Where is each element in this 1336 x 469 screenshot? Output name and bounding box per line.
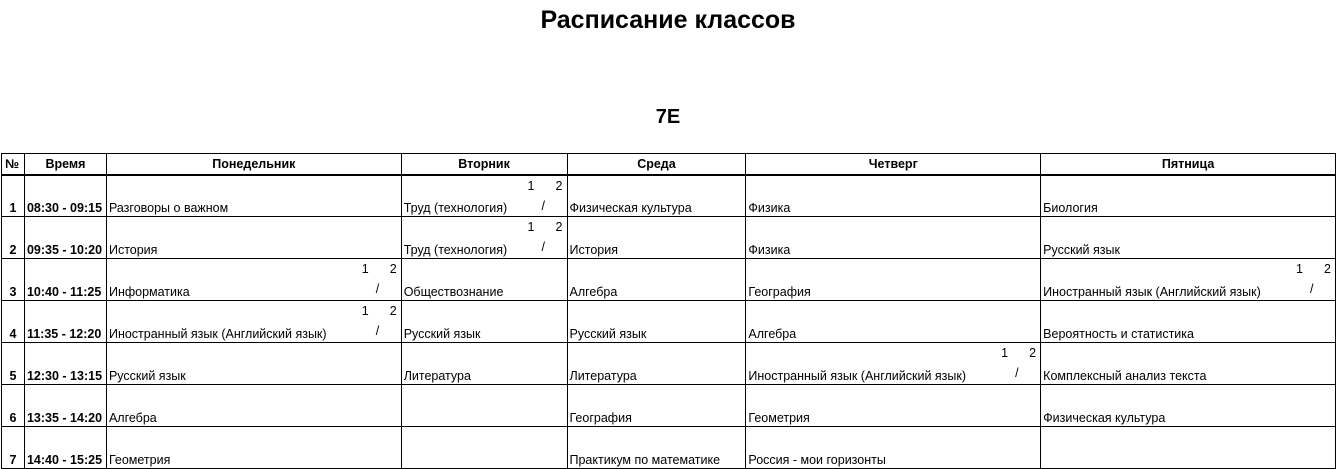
subgroup-2-label: 2: [389, 304, 397, 318]
subject-cell-friday: [1041, 175, 1336, 217]
subject-cell-wednesday: [567, 259, 746, 301]
subgroup-marker: [1293, 262, 1335, 298]
subject-name: Разговоры о важном: [108, 201, 229, 215]
subgroup-separator: /: [1310, 282, 1314, 296]
subgroup-separator: /: [1015, 366, 1019, 380]
subject-name: Геометрия: [108, 453, 171, 467]
header-tuesday: Вторник: [401, 154, 567, 175]
subject-cell-tuesday: [401, 427, 567, 469]
lesson-number: 7: [2, 427, 25, 469]
subgroup-marker: [998, 346, 1040, 382]
subject-cell-thursday: [746, 175, 1041, 217]
subject-name: Русский язык: [1043, 243, 1120, 257]
subject-cell-tuesday: [401, 301, 567, 343]
subject-name: Иностранный язык (Английский язык): [108, 327, 327, 341]
table-row: [2, 175, 1336, 217]
subject-name: Физика: [748, 201, 791, 215]
subject-name: География: [748, 285, 811, 299]
subgroup-1-label: 1: [1296, 262, 1303, 276]
subject-name: Информатика: [108, 285, 190, 299]
subject-cell-monday: [106, 385, 401, 427]
subgroup-1-label: 1: [527, 220, 535, 234]
subject-name: Алгебра: [748, 327, 797, 341]
subject-name: История: [108, 243, 158, 257]
subject-cell-thursday: [746, 343, 1041, 385]
lesson-time: 11:35 - 12:20: [24, 301, 106, 343]
table-row: [2, 259, 1336, 301]
schedule-table: [1, 153, 1336, 469]
lesson-time: 13:35 - 14:20: [24, 385, 106, 427]
subgroup-marker: [525, 220, 567, 256]
subject-name: Геометрия: [748, 411, 810, 425]
subject-name: Биология: [1043, 201, 1098, 215]
lesson-number: 2: [2, 217, 25, 259]
subject-cell-thursday: [746, 385, 1041, 427]
subject-cell-thursday: [746, 259, 1041, 301]
subgroup-marker: [359, 304, 401, 340]
table-row: [2, 385, 1336, 427]
lesson-time: 09:35 - 10:20: [24, 217, 106, 259]
subgroup-separator: /: [541, 198, 545, 213]
subject-cell-thursday: [746, 301, 1041, 343]
subgroup-2-label: 2: [1029, 346, 1037, 360]
subject-cell-friday: [1041, 385, 1336, 427]
header-monday: Понедельник: [106, 154, 401, 175]
lesson-time: 10:40 - 11:25: [24, 259, 106, 301]
subject-name: Труд (технология): [403, 243, 508, 257]
subgroup-separator: /: [375, 282, 380, 296]
subgroup-1-label: 1: [361, 262, 369, 276]
subject-cell-tuesday: [401, 343, 567, 385]
subject-name: Русский язык: [403, 327, 481, 341]
subject-name: Литература: [403, 369, 471, 383]
subject-name: Обществознание: [403, 285, 504, 299]
lesson-number: 5: [2, 343, 25, 385]
subject-cell-tuesday: [401, 217, 567, 259]
table-row: [2, 301, 1336, 343]
schedule-body: [2, 175, 1336, 469]
header-wednesday: Среда: [567, 154, 746, 175]
subject-cell-monday: [106, 427, 401, 469]
subject-name: Физика: [748, 243, 791, 257]
lesson-number: 6: [2, 385, 25, 427]
subgroup-separator: /: [375, 324, 380, 338]
header-number: №: [2, 154, 25, 175]
lesson-time: 08:30 - 09:15: [24, 175, 106, 217]
subject-name: География: [569, 411, 632, 425]
subject-name: Россия - мои горизонты: [748, 453, 886, 467]
page-title: Расписание классов: [540, 6, 796, 34]
subject-cell-wednesday: [567, 343, 746, 385]
lesson-time: 14:40 - 15:25: [24, 427, 106, 469]
subject-cell-monday: [106, 259, 401, 301]
subgroup-marker: [525, 179, 567, 215]
subject-name: Алгебра: [569, 285, 618, 299]
subject-name: Алгебра: [108, 411, 157, 425]
subject-cell-monday: [106, 301, 401, 343]
subject-cell-tuesday: [401, 175, 567, 217]
table-row: [2, 217, 1336, 259]
subgroup-marker: [359, 262, 401, 298]
lesson-number: 1: [2, 175, 25, 217]
lesson-number: 4: [2, 301, 25, 343]
subject-cell-friday: [1041, 217, 1336, 259]
subject-cell-wednesday: [567, 427, 746, 469]
subject-name: История: [569, 243, 618, 257]
subject-name: Физическая культура: [569, 201, 692, 215]
lesson-time: 12:30 - 13:15: [24, 343, 106, 385]
subject-cell-thursday: [746, 217, 1041, 259]
subgroup-1-label: 1: [527, 178, 535, 193]
subject-name: Труд (технология): [403, 201, 508, 215]
subject-name: Комплексный анализ текста: [1043, 369, 1207, 383]
header-friday: Пятница: [1041, 154, 1336, 175]
subgroup-separator: /: [541, 240, 545, 254]
subgroup-2-label: 2: [1324, 262, 1331, 276]
subject-name: Русский язык: [108, 369, 186, 383]
subject-name: Вероятность и статистика: [1043, 327, 1194, 341]
subgroup-1-label: 1: [1001, 346, 1009, 360]
subject-cell-monday: [106, 343, 401, 385]
header-row: [2, 154, 1336, 175]
header-thursday: Четверг: [746, 154, 1041, 175]
table-row: [2, 427, 1336, 469]
subject-cell-wednesday: [567, 385, 746, 427]
subgroup-1-label: 1: [361, 304, 369, 318]
subject-cell-monday: [106, 175, 401, 217]
subject-name: Русский язык: [569, 327, 647, 341]
subject-cell-monday: [106, 217, 401, 259]
subject-cell-friday: [1041, 259, 1336, 301]
header-time: Время: [24, 154, 106, 175]
lesson-number: 3: [2, 259, 25, 301]
subject-name: Практикум по математике: [569, 453, 721, 467]
subject-cell-friday: [1041, 301, 1336, 343]
subject-cell-wednesday: [567, 175, 746, 217]
subject-cell-tuesday: [401, 385, 567, 427]
subject-name: Иностранный язык (Английский язык): [748, 369, 967, 383]
subject-name: Литература: [569, 369, 637, 383]
subject-cell-wednesday: [567, 301, 746, 343]
table-row: [2, 343, 1336, 385]
subject-cell-friday: [1041, 343, 1336, 385]
subgroup-2-label: 2: [555, 220, 563, 234]
subgroup-2-label: 2: [555, 178, 563, 193]
subject-cell-tuesday: [401, 259, 567, 301]
subject-cell-friday: [1041, 427, 1336, 469]
subject-cell-wednesday: [567, 217, 746, 259]
subgroup-2-label: 2: [389, 262, 397, 276]
subject-name: Иностранный язык (Английский язык): [1043, 285, 1261, 299]
subject-cell-thursday: [746, 427, 1041, 469]
subject-name: Физическая культура: [1043, 411, 1166, 425]
class-name: 7Е: [655, 106, 681, 128]
